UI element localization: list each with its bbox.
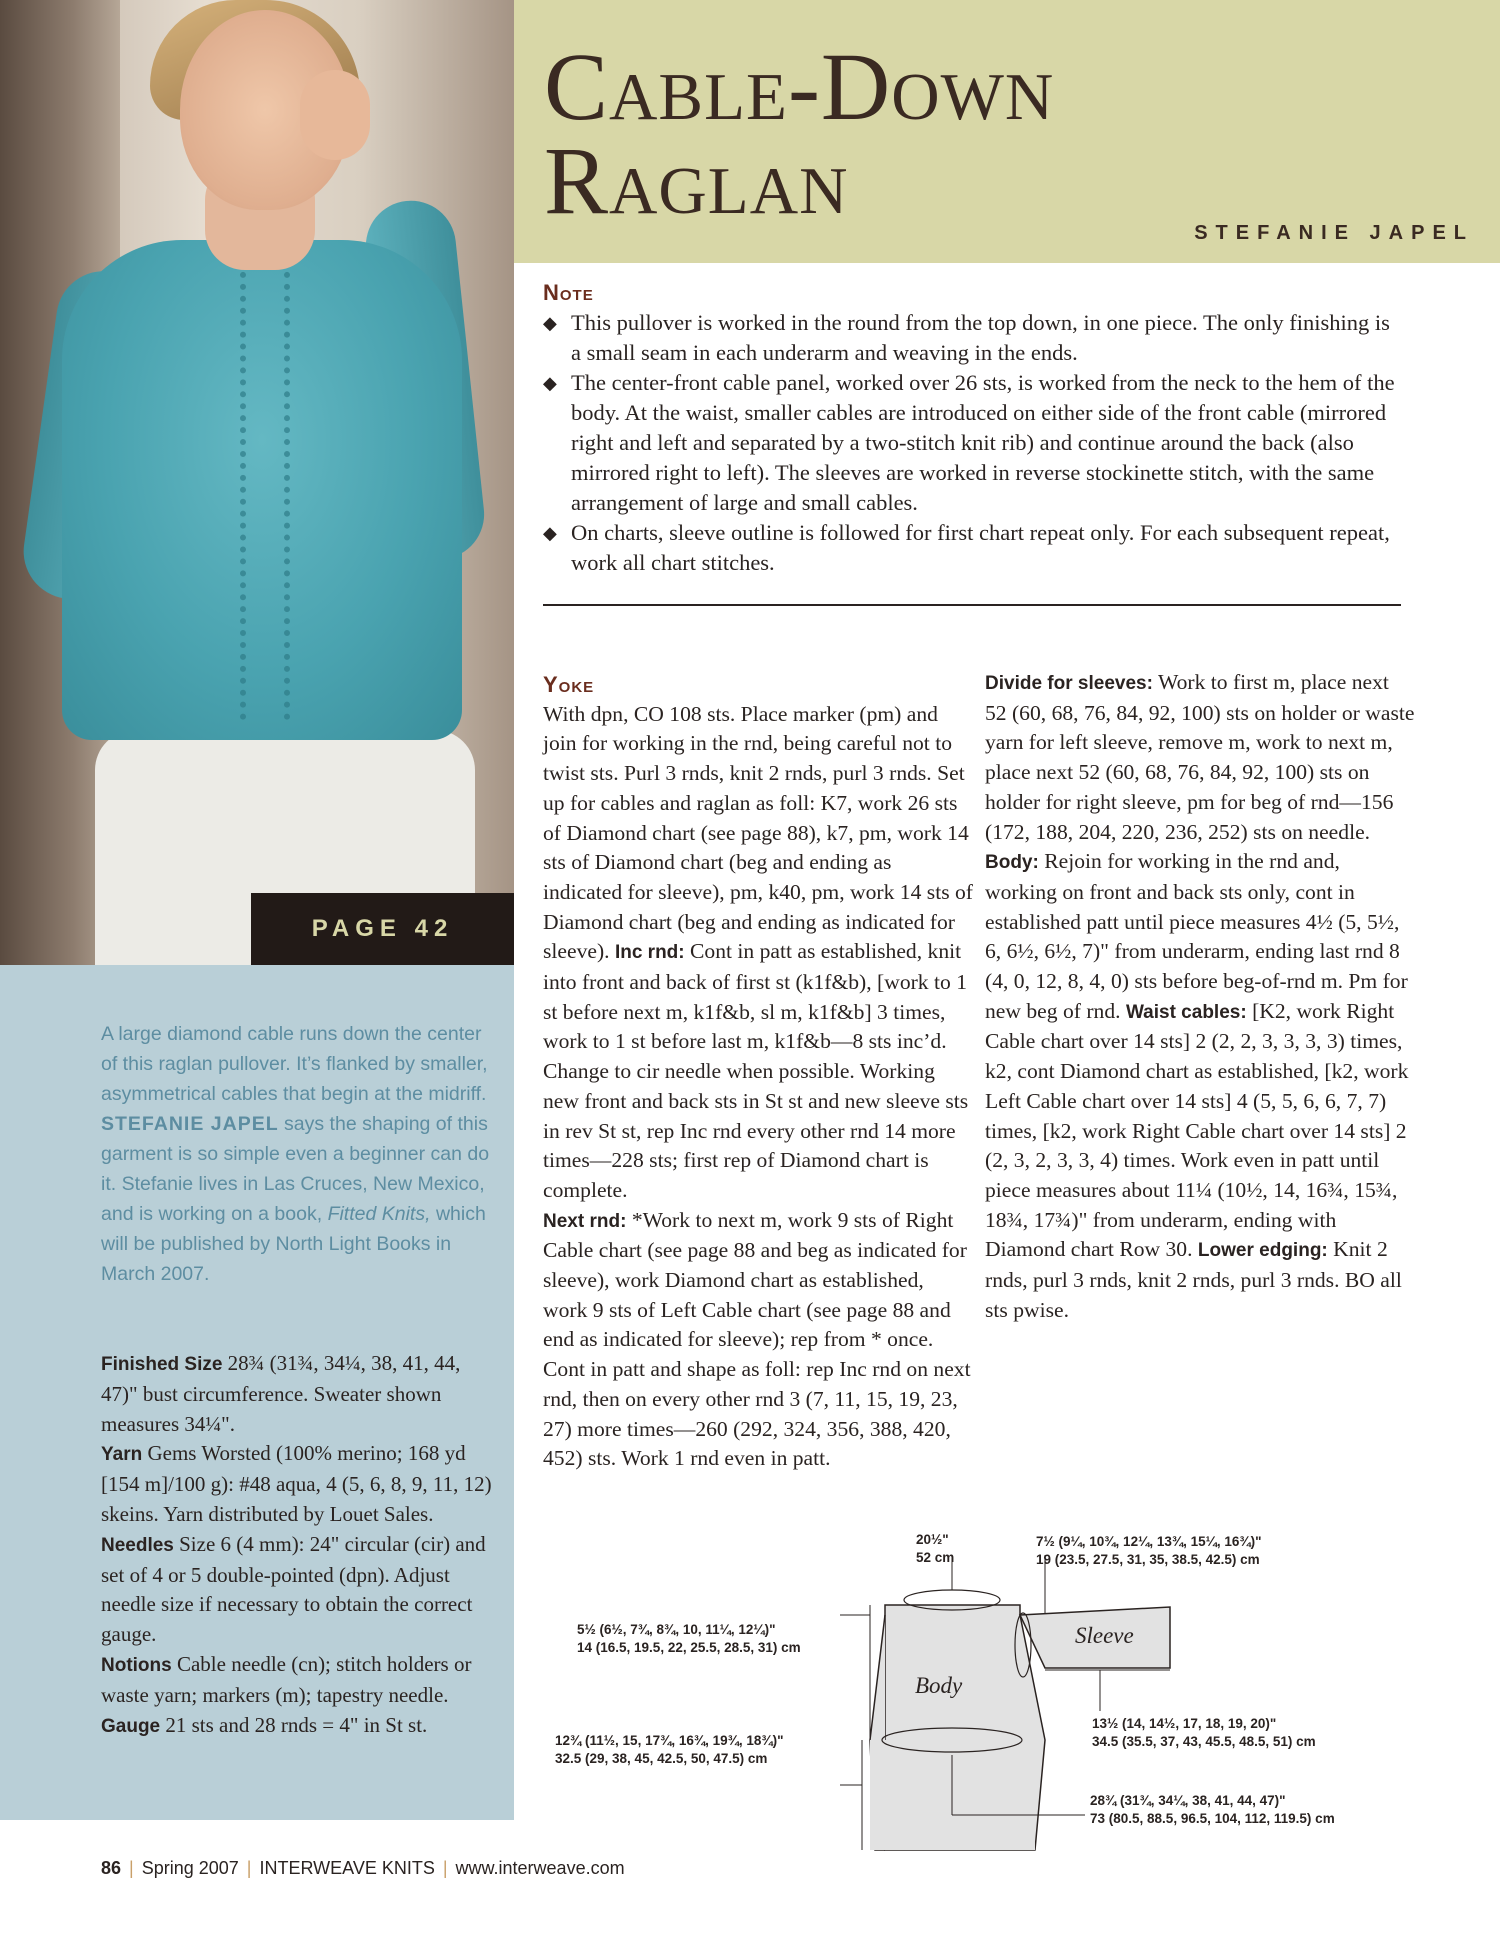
yoke-heading: Yoke bbox=[543, 672, 595, 697]
body-length-label: 12¾ (11½, 15, 17¾, 16¾, 19¾, 18¾)" 32.5 (29, 38, 45, 42.5, 50, 47.5) cm bbox=[555, 1733, 784, 1766]
page-title bbox=[544, 33, 1055, 234]
divide-label: Divide for sleeves: bbox=[985, 673, 1153, 694]
note-item bbox=[543, 368, 1403, 518]
blurb-text: says the shaping of this garment is so simple even a beginner can do it. Stefanie lives in Las Cruces, New Mexico, and is working on a book, bbox=[101, 1113, 490, 1225]
yoke-depth-label: 5½ (6½, 7¾, 8¾, 10, 11¼, 12¼)" 14 (16.5, 19.5, 22, 25.5, 28.5, 31) cm bbox=[577, 1622, 801, 1655]
chest-label: 28¾ (31¾, 34¼, 38, 41, 44, 47)" 73 (80.5, 88.5, 96.5, 104, 112, 119.5) cm bbox=[1090, 1793, 1335, 1826]
issue-date: Spring 2007 bbox=[141, 1858, 239, 1878]
designer-blurb bbox=[101, 1019, 496, 1289]
book-title: Fitted Knits, bbox=[327, 1203, 431, 1225]
inc-rnd-text: Cont in patt as established, knit into front and back of first st (k1f&b), [work to 1 st before next m, k1f&b, sl m, k1f&b] 3 times, work to 1 st before last m, k1f&b—8 sts inc’d. Change to cir needle when possible. Working new front and back sts in St st and new sleeve sts in rev St st, rep Inc rnd every other rnd 14 more times—228 sts; first rep of Diamond chart is complete. bbox=[543, 939, 969, 1202]
diamond-bullet-icon: ◆ bbox=[543, 373, 557, 393]
blurb-text: A large diamond cable runs down the center of this raglan pullover. It’s flanked by smaller, asymmetrical cables that begin at the midriff. bbox=[101, 1023, 488, 1105]
spec-value: Gems Worsted (100% merino; 168 yd [154 m]/100 g): #48 aqua, 4 (5, 6, 8, 9, 11, 12) skeins. Yarn distributed by Louet Sales. bbox=[101, 1441, 492, 1526]
spec-label: Gauge bbox=[101, 1715, 161, 1737]
spec-value: 21 sts and 28 rnds = 4" in St st. bbox=[165, 1712, 428, 1737]
spec-value: Cable needle (cn); stitch holders or waste yarn; markers (m); tapestry needle. bbox=[101, 1651, 472, 1707]
sleeve-length-label: 13½ (14, 14½, 17, 18, 19, 20)" 34.5 (35.5, 37, 43, 45.5, 48.5, 51) cm bbox=[1092, 1716, 1316, 1749]
lower-edging-text: Knit 2 rnds, purl 3 rnds, knit 2 rnds, purl 3 rnds. BO all sts pwise. bbox=[985, 1237, 1402, 1322]
author-byline: STEFANIE JAPEL bbox=[1194, 222, 1474, 244]
body-text: Rejoin for working in the rnd and, working on front and back sts only, cont in established patt until piece measures 4½ (5, 5½, 6, 6½, 6½, 7)" from underarm, ending last rnd 8 (4, 0, 12, 8, 4, 0) sts before beg-of-rnd m. Pm for new beg of rnd. bbox=[985, 849, 1408, 1023]
spec-value: Size 6 (4 mm): 24" circular (cir) and set of 4 or 5 double-pointed (dpn). Adjust needle size if necessary to obtain the correct gauge. bbox=[101, 1531, 486, 1647]
diamond-bullet-icon: ◆ bbox=[543, 313, 557, 333]
page-number: 86 bbox=[101, 1858, 122, 1878]
waist-cables-label: Waist cables: bbox=[1125, 1001, 1247, 1023]
sleeve-piece-label: Sleeve bbox=[1075, 1623, 1134, 1648]
diamond-bullet-icon: ◆ bbox=[543, 523, 557, 543]
note-text: The center-front cable panel, worked over 26 sts, is worked from the neck to the hem of the body. At the waist, smaller cables are introduced on either side of the front cable (mirrored right and left and separated by a two-stitch knit rib) and continue around the back (also mirrored right to left). The sleeves are worked in reverse stockinette stitch, with the same arrangement of large and small cables. bbox=[571, 370, 1395, 515]
note-text: On charts, sleeve outline is followed for first chart repeat only. For each subsequent repeat, work all chart stitches. bbox=[571, 520, 1390, 575]
website-link[interactable]: www.interweave.com bbox=[455, 1858, 625, 1878]
body-piece-label: Body bbox=[915, 1673, 963, 1698]
note-item bbox=[543, 518, 1403, 578]
note-item bbox=[543, 308, 1403, 368]
body-label: Body: bbox=[985, 852, 1039, 874]
spec-label: Finished Size bbox=[101, 1354, 223, 1375]
note-section bbox=[543, 280, 1403, 578]
page-footer: 86 | Spring 2007 | INTERWEAVE KNITS | www.interweave.com bbox=[101, 1858, 625, 1878]
blurb-text: which will be published by North Light Books in March 2007. bbox=[101, 1203, 486, 1285]
yoke-paragraph: With dpn, CO 108 sts. Place marker (pm) and join for working in the rnd, being careful not to twist sts. Purl 3 rnds, knit 2 rnds, purl 3 rnds. Set up for cables and raglan as foll: K7, work 26 sts of Diamond chart (see page 88), k7, pm, work 14 sts of Diamond chart (beg and ending as indicated for sleeve), pm, k40, pm, work 14 sts of Diamond chart (beg and ending as indicated for sleeve). bbox=[543, 701, 973, 964]
note-heading: Note bbox=[543, 280, 594, 305]
note-text: This pullover is worked in the round from the top down, in one piece. The only finishing is a small seam in each underarm and weaving in the ends. bbox=[571, 310, 1390, 365]
waist-cables-text: [K2, work Right Cable chart over 14 sts] 2 (2, 2, 3, 3, 3, 3) times, k2, cont Diamond chart as established, [k2, work Left Cable chart over 14 sts] 4 (5, 5, 6, 6, 7, 7) times, [k2, work Right Cable chart over 14 sts] 2 (2, 3, 2, 3, 3, 4) times. Work even in patt until piece measures about 11¼ (10½, 14, 16¾, 15¾, 18¾, 17¾)" from underarm, ending with Diamond chart Row 30. bbox=[985, 998, 1409, 1262]
model-photo bbox=[0, 0, 514, 965]
next-rnd-text: *Work to next m, work 9 sts of Right Cable chart (see page 88 and beg as indicated for sleeve), work Diamond chart as established, work 9 sts of Left Cable chart (see page 88 and end as indicated for sleeve); rep from * once. Cont in patt and shape as foll: rep Inc rnd on next rnd, then on every other rnd 3 (7, 11, 15, 19, 23, 27) more times—260 (292, 324, 356, 388, 420, 452) sts. Work 1 rnd even in patt. bbox=[543, 1207, 971, 1471]
spec-value: 28¾ (31¾, 34¼, 38, 41, 44, 47)" bust circumference. Sweater shown measures 34¼". bbox=[101, 1351, 461, 1436]
instructions-column-1 bbox=[543, 670, 973, 1474]
inc-rnd-label: Inc rnd: bbox=[614, 942, 685, 964]
title-line-2: Raglan bbox=[544, 127, 849, 234]
title-line-1: Cable-Down bbox=[544, 33, 1055, 140]
sleeve-top-label: 7½ (9¼, 10¾, 12¼, 13¾, 15¼, 16¾)" 19 (23.5, 27.5, 31, 35, 38.5, 42.5) cm bbox=[1036, 1534, 1262, 1567]
next-rnd-label: Next rnd: bbox=[543, 1210, 627, 1232]
section-divider bbox=[543, 604, 1401, 606]
spec-label: Notions bbox=[101, 1654, 172, 1676]
designer-name: STEFANIE JAPEL bbox=[101, 1113, 279, 1135]
magazine-name: INTERWEAVE KNITS bbox=[259, 1858, 435, 1878]
pattern-specs bbox=[101, 1349, 501, 1741]
neck-width-label: 20½" 52 cm bbox=[916, 1532, 955, 1565]
instructions-column-2 bbox=[985, 668, 1415, 1325]
note-list bbox=[543, 308, 1403, 578]
spec-label: Needles bbox=[101, 1534, 174, 1556]
lower-edging-label: Lower edging: bbox=[1197, 1240, 1328, 1262]
spec-label: Yarn bbox=[101, 1444, 143, 1466]
title-block bbox=[514, 0, 1500, 263]
page-reference-tag: PAGE 42 bbox=[251, 893, 514, 965]
divide-text: Work to first m, place next 52 (60, 68, 76, 84, 92, 100) sts on holder or waste yarn for left sleeve, remove m, work to next m, place next 52 (60, 68, 76, 84, 92, 100) sts on holder for right sleeve, pm for beg of rnd—156 (172, 188, 204, 220, 236, 252) sts on needle. bbox=[985, 670, 1415, 844]
